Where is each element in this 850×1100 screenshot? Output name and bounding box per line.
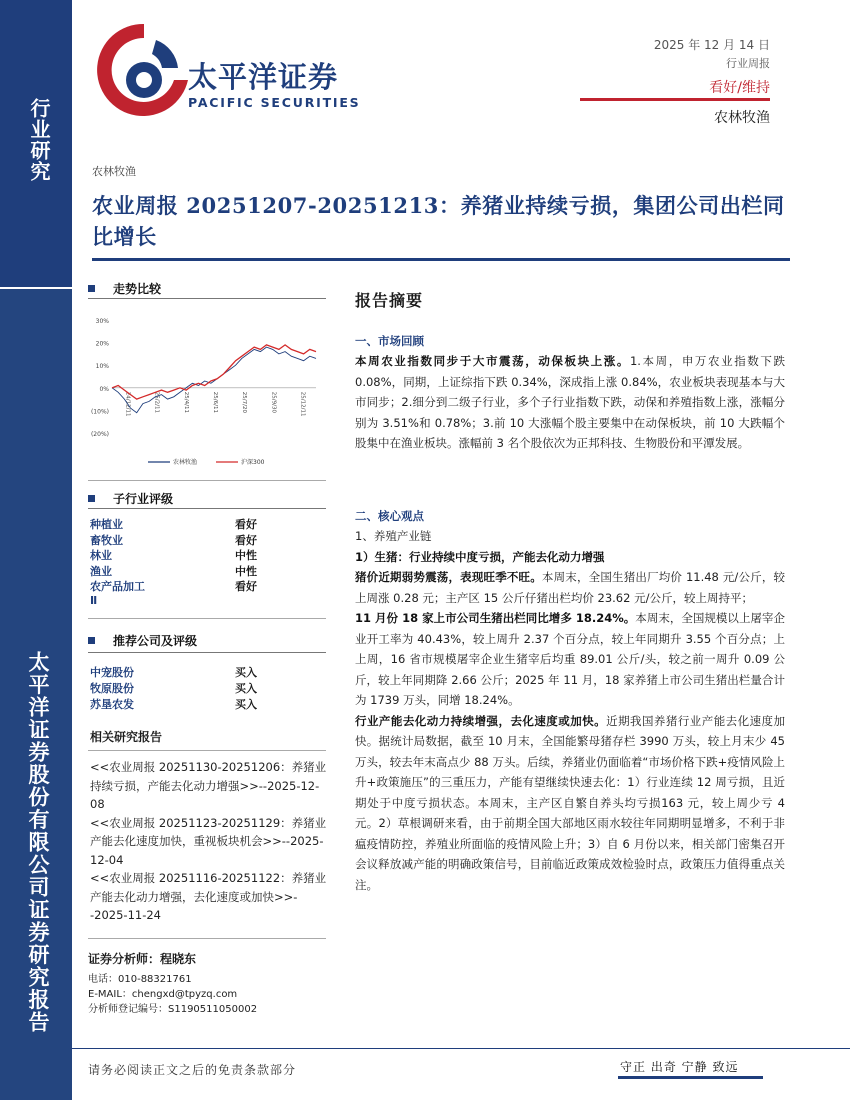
legend-label: 沪深300 <box>241 459 265 466</box>
core-view-text <box>355 526 785 895</box>
rec-divider <box>88 652 326 653</box>
y-tick-label: 0% <box>99 385 109 393</box>
core-view-sub: 1、养殖产业链 <box>355 529 432 543</box>
sidebar-bottom-band <box>0 287 72 1100</box>
x-tick-label: 25/2/11 <box>153 391 160 414</box>
analyst-name: 证券分析师：程晓东 <box>88 952 197 966</box>
related-divider <box>88 750 326 751</box>
analyst-cert: 分析师登记编号：S1190511050002 <box>88 1004 258 1015</box>
logo-chinese-name: 太平洋证券 <box>188 60 339 94</box>
industry-rating: 看好/维持 <box>709 80 770 96</box>
sub-rating-row <box>90 594 266 610</box>
trend-chart-svg <box>88 310 326 475</box>
rec-section-head: 推荐公司及评级 <box>88 632 197 649</box>
sidebar-company-label: 太平洋证券股份有限公司证券研究报告 <box>26 651 50 1034</box>
listed-output-para: 11 月份 18 家上市公司生猪出栏同比增多 18.24%。本周末，全国规模以上屠宰企业开工率为 40.43%，较上周升 2.37 个百分点，较上年同期升 3.55 个百分点；上上周，16 省市规模屠宰企业生猪宰后均重 89.01 公斤/头，较之前一周升 0.09 公斤，较上年同期降 2.66 公斤；2025 年 11 月，18 家养猪上市公司生猪出栏量合计为 1739 万头，同增 18.24%。 <box>355 611 786 707</box>
sidebar-top-band <box>0 0 72 287</box>
company-logo <box>96 18 366 128</box>
x-tick-label: 25/6/11 <box>212 391 218 414</box>
rec-company-name: 苏垦农发 <box>90 698 134 711</box>
sub-industry-rating: 中性 <box>235 564 257 578</box>
sub-rating-row <box>90 563 266 579</box>
footer-divider <box>72 1048 850 1049</box>
sub-industry-rating: 中性 <box>235 549 257 562</box>
trend-chart <box>88 310 326 475</box>
sub-industry-name: 种植业 <box>90 518 123 531</box>
rec-company-table <box>90 664 266 712</box>
rec-company-name: 牧原股份 <box>90 682 134 695</box>
chart-bottom-divider <box>88 480 326 481</box>
analyst-email[interactable]: E-MAIL：chengxd@tpyzq.com <box>88 989 238 1000</box>
report-date: 2025 年 12 月 14 日 <box>653 38 770 52</box>
x-tick-label: 25/12/11 <box>299 391 306 417</box>
y-tick-label: (20%) <box>90 431 109 438</box>
footer-motto: 守正 出奇 宁静 致远 <box>620 1060 739 1074</box>
pig-price-para: 猪价近期弱势震荡，表现旺季不旺。本周末，全国生猪出厂均价 11.48 元/公斤，较上周涨 0.28 元；主产区 15 公斤仔猪出栏均价 23.62 元/公斤，较上周持平； <box>355 570 785 605</box>
sidebar-report-category: 行业研究 <box>27 98 51 182</box>
summary-title: 报告摘要 <box>355 291 424 310</box>
related-reports-title: 相关研究报告 <box>90 730 163 744</box>
analyst-info <box>88 950 257 1017</box>
market-review-body: 1.本周，申万农业指数下跌 0.08%，同期，上证综指下跌 0.34%，深成指上涨 0.84%，农业板块表现基本与大市同步；2.细分到二级子行业，多个子行业指数下跌，动保和养殖指数上涨，涨幅分别为 3.51%和 0.78%；3.前 10 大涨幅个股主要集中在动保板块，前 10 大跌幅个股集中在渔业板块。涨幅前 3 名个股依次为正邦科技、生物股份和平潭发展。 <box>355 354 785 450</box>
logo-emblem-icon <box>96 18 191 128</box>
industry-name: 农林牧渔 <box>714 110 770 126</box>
bullet-square-icon <box>88 495 95 502</box>
capacity-para: 行业产能去化动力持续增强，去化速度或加快。近期我国养猪行业产能去化速度加快。据统计局数据，截至 10 月末，全国能繁母猪存栏 3990 万头，较上月末少 45 万头，较去年末高点少 88 万头。后续，养猪业仍面临着“市场价格下跌+疫情风险上升+政策施压”的三重压力，产能有望继续快速去化：1）行业连续 12 周亏损，且近期处于中度亏损状态。本周末，主产区自繁自养头均亏损163 元，较上周少亏 4 元。2）草根调研来看，由于前期全国大部地区雨水较往年同期明显增多，不利于非瘟疫情防控，养殖业所面临的疫情风险上升；3）自 6 月份以来，相关部门密集召开会议释放减产能的明确政策信号，目前临近政策成效检验时点，政策压力值得重点关注。 <box>355 713 786 892</box>
sub-industry-name: 渔业 <box>90 564 112 578</box>
sub-industry-rating: 看好 <box>235 533 257 547</box>
bullet-square-icon <box>88 637 95 644</box>
rec-company-rating: 买入 <box>235 682 257 695</box>
bullet-square-icon <box>88 285 95 292</box>
footer-motto-bar <box>618 1076 763 1079</box>
sub-industry-name: 林业 <box>90 549 112 562</box>
rating-divider <box>88 508 326 509</box>
x-tick-label: 25/7/20 <box>241 391 248 414</box>
trend-divider <box>88 298 326 299</box>
footer-disclaimer: 请务必阅读正文之后的免责条款部分 <box>88 1063 297 1077</box>
rating-underline <box>580 98 770 101</box>
report-type: 行业周报 <box>726 57 770 70</box>
sub-rating-section-head: 子行业评级 <box>88 490 173 507</box>
market-review-lead: 本周农业指数同步于大市震荡，动保板块上涨。 <box>355 354 630 368</box>
x-tick-label: 24/12/11 <box>124 391 131 417</box>
sub-rating-table <box>90 516 266 609</box>
sub-industry-name: 畜牧业 <box>90 533 123 547</box>
core-view-head: 二、核心观点 <box>355 509 424 523</box>
rec-company-row <box>90 664 266 680</box>
top-category: 农林牧渔 <box>92 165 136 178</box>
sub-rating-row <box>90 516 266 532</box>
sub-industry-name: Ⅱ <box>90 593 98 607</box>
x-tick-label: 25/9/30 <box>270 391 277 414</box>
y-tick-label: (10%) <box>90 408 109 416</box>
trend-section-head: 走势比较 <box>88 280 161 297</box>
rating-bottom-divider <box>88 618 326 619</box>
analyst-divider <box>88 938 326 939</box>
report-title: 农业周报 20251207-20251213：养猪业持续亏损，集团公司出栏同比增长 <box>92 193 785 249</box>
rec-company-row <box>90 696 266 712</box>
pig-subhead: 1）生猪：行业持续中度亏损，产能去化动力增强 <box>355 549 605 564</box>
sub-industry-rating: 看好 <box>235 580 257 593</box>
related-report-link[interactable]: <<农业周报 20251116-20251122：养猪业产能去化动力增强，去化速度或加快>>--2025-11-24 <box>90 871 327 922</box>
sub-industry-rating: 看好 <box>235 518 257 531</box>
related-report-link[interactable]: <<农业周报 20251130-20251206：养猪业持续亏损，产能去化动力增强>>--2025-12-08 <box>90 760 327 811</box>
x-tick-label: 25/4/11 <box>182 391 189 414</box>
market-review-text <box>355 351 785 454</box>
related-reports-list <box>90 758 328 925</box>
rec-company-row <box>90 680 266 696</box>
related-report-link[interactable]: <<农业周报 20251123-20251129：养猪业产能去化速度加快，重视板块机会>>--2025-12-04 <box>90 815 327 867</box>
y-tick-label: 30% <box>95 318 109 325</box>
sub-rating-row <box>90 532 266 548</box>
rec-company-rating: 买入 <box>235 698 257 711</box>
sub-rating-row <box>90 547 266 563</box>
y-tick-label: 20% <box>95 340 109 348</box>
legend-label: 农林牧渔 <box>173 459 198 466</box>
y-tick-label: 10% <box>95 363 109 371</box>
sidebar <box>0 0 72 1100</box>
title-divider <box>92 258 790 261</box>
logo-english-name: PACIFIC SECURITIES <box>188 95 361 110</box>
rec-company-name: 中宠股份 <box>90 666 134 679</box>
market-review-head: 一、市场回顾 <box>355 334 424 348</box>
sub-rating-row <box>90 578 266 594</box>
rec-company-rating: 买入 <box>235 666 257 679</box>
analyst-phone: 电话：010-88321761 <box>88 974 192 985</box>
sub-industry-name: 农产品加工 <box>90 580 145 593</box>
